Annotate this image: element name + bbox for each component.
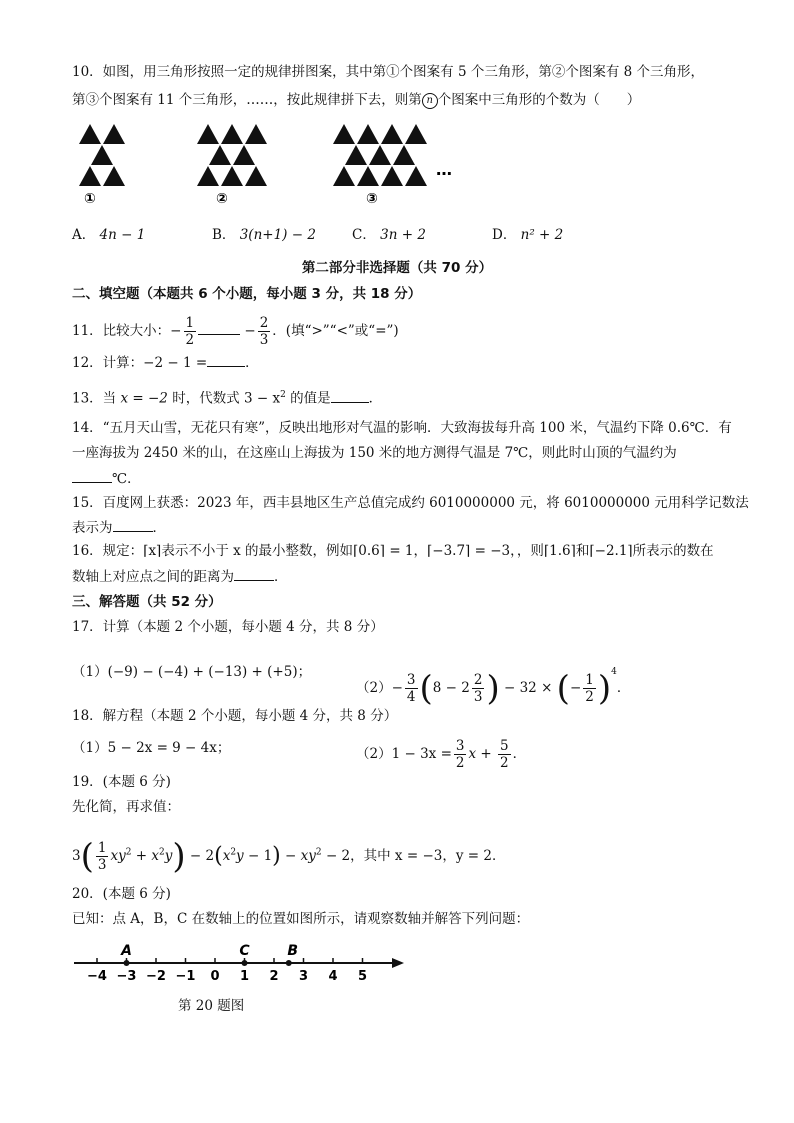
q14-line2: 一座海拔为 2450 米的山，在这座山上海拔为 150 米的地方测得气温是 7℃，则此时山顶的气温约为 (72, 445, 677, 461)
triangle (221, 166, 243, 186)
circled-n: n (422, 93, 438, 109)
q11: 11．比较大小：− $\frac{1}{2}$ − $\frac{2}{3}$ ．(填“>”“<”或“=”) (72, 315, 399, 348)
q20-line1: 已知：点 A，B，C 在数轴上的位置如图所示，请观察数轴并解答下列问题： (72, 911, 530, 927)
axis-arrow (392, 958, 404, 968)
triangle (233, 145, 255, 165)
triangle (357, 166, 379, 186)
q20-caption: 第 20 题图 (178, 998, 245, 1014)
q10-line2: 第③个图案有 11 个三角形，……，按此规律拼下去，则第 n 个图案中三角形的个数为（ ） (72, 92, 641, 108)
point-label-c: C (239, 943, 250, 959)
tick-label: 2 (269, 969, 279, 984)
q10-option-d: D． n² + 2 (492, 227, 564, 243)
triangle (357, 124, 379, 144)
q14-line1: 14．“五月天山雪，无花只有寒”，反映出地形对气温的影响．大致海拔每升高 100 米，气温约下降 0.6℃．有 (72, 420, 732, 436)
q19-expression: 3( $\frac{1}{3}$ $xy^2 + x^2y) - 2(x^2y - 1) - xy^2 - 2$，其中 x = −3，y = 2． (72, 836, 506, 877)
q10-triangle-figures (60, 118, 480, 213)
triangle (345, 145, 367, 165)
q10-option-b: B． 3(n+1) − 2 (212, 227, 316, 243)
triangle (393, 145, 415, 165)
triangle (79, 166, 101, 186)
part2-title: 第二部分非选择题（共 70 分） (301, 260, 493, 276)
q20-number-line (70, 938, 410, 988)
tick-label: −1 (175, 969, 196, 984)
figure-label-2: ② (216, 191, 228, 207)
q17-part1: （1）(−9) − (−4) + (−13) + (+5)； (72, 664, 312, 680)
tick-label: −3 (116, 969, 137, 984)
figure-label-1: ① (84, 191, 96, 207)
triangle (245, 166, 267, 186)
q10-line1: 10．如图，用三角形按照一定的规律拼图案，其中第①个图案有 5 个三角形，第②个图案有 8 个三角形， (72, 64, 705, 80)
triangle (103, 124, 125, 144)
triangle (381, 166, 403, 186)
q20-title: 20．(本题 6 分) (72, 886, 171, 902)
triangle (381, 124, 403, 144)
triangle (103, 166, 125, 186)
triangle (245, 124, 267, 144)
figure-2-triangles (197, 124, 267, 186)
q16-line1: 16．规定：⌈x⌉表示不小于 x 的最小整数，例如⌈0.6⌉ = 1，⌈−3.7⌉ = −3，，则⌈1.6⌉和⌈−2.1⌉所表示的数在 (72, 543, 714, 559)
triangle (197, 124, 219, 144)
q19-title: 19．(本题 6 分) (72, 774, 171, 790)
triangle (333, 166, 355, 186)
section2-title: 二、填空题（本题共 6 个小题，每小题 3 分，共 18 分） (72, 286, 422, 302)
point-c (242, 960, 248, 966)
q15-line2: 表示为 ． (72, 517, 166, 538)
triangle (209, 145, 231, 165)
q19-line1: 先化简，再求值： (72, 799, 180, 815)
tick-label: 1 (239, 969, 250, 984)
q15-line1: 15．百度网上获悉：2023 年，西丰县地区生产总值完成约 6010000000 元，将 6010000000 元用科学记数法 (72, 495, 749, 511)
tick-label: 3 (298, 969, 309, 984)
q13: 13．当 x = −2 时，代数式 $3 - x^2$ 的值是 ． (72, 385, 382, 409)
q17-part2: （2）− $\frac{3}{4}$ (8 − 2 $\frac{2}{3}$ ) − 32 × (− $\frac{1}{2}$ )$^4$． (356, 667, 631, 709)
tick-label: −4 (87, 969, 107, 984)
figure-ellipsis: … (436, 160, 452, 179)
q14-line3: ℃． (72, 468, 141, 489)
tick-label: 4 (328, 969, 338, 984)
triangle (197, 166, 219, 186)
triangle (333, 124, 355, 144)
section3-title: 三、解答题（共 52 分） (72, 594, 222, 610)
q18-part2: （2）1 − 3x = $\frac{3}{2}$ x + $\frac{5}{2}$ ． (356, 738, 527, 771)
triangle (405, 124, 427, 144)
point-b (286, 960, 292, 966)
triangle (91, 145, 113, 165)
q17-title: 17．计算（本题 2 个小题，每小题 4 分，共 8 分） (72, 619, 384, 635)
point-label-b: B (287, 943, 299, 959)
q16-line2: 数轴上对应点之间的距离为 ． (72, 566, 288, 587)
point-label-a: A (121, 943, 132, 959)
tick-label: 0 (210, 969, 220, 984)
triangle (405, 166, 427, 186)
tick-label: 5 (357, 969, 368, 984)
figure-1-triangles (79, 124, 125, 186)
triangle (369, 145, 391, 165)
point-a (124, 960, 130, 966)
figure-3-triangles (333, 124, 427, 186)
triangle (221, 124, 243, 144)
q12: 12．计算：−2 − 1 = ． (72, 352, 259, 373)
triangle (79, 124, 101, 144)
q10-option-a: A． 4n − 1 (72, 227, 146, 243)
q18-title: 18．解方程（本题 2 个小题，每小题 4 分，共 8 分） (72, 708, 398, 724)
tick-label: −2 (146, 969, 166, 984)
q10-option-c: C． 3n + 2 (352, 227, 426, 243)
figure-label-3: ③ (366, 191, 378, 207)
q18-part1: （1）5 − 2x = 9 − 4x； (72, 740, 231, 756)
